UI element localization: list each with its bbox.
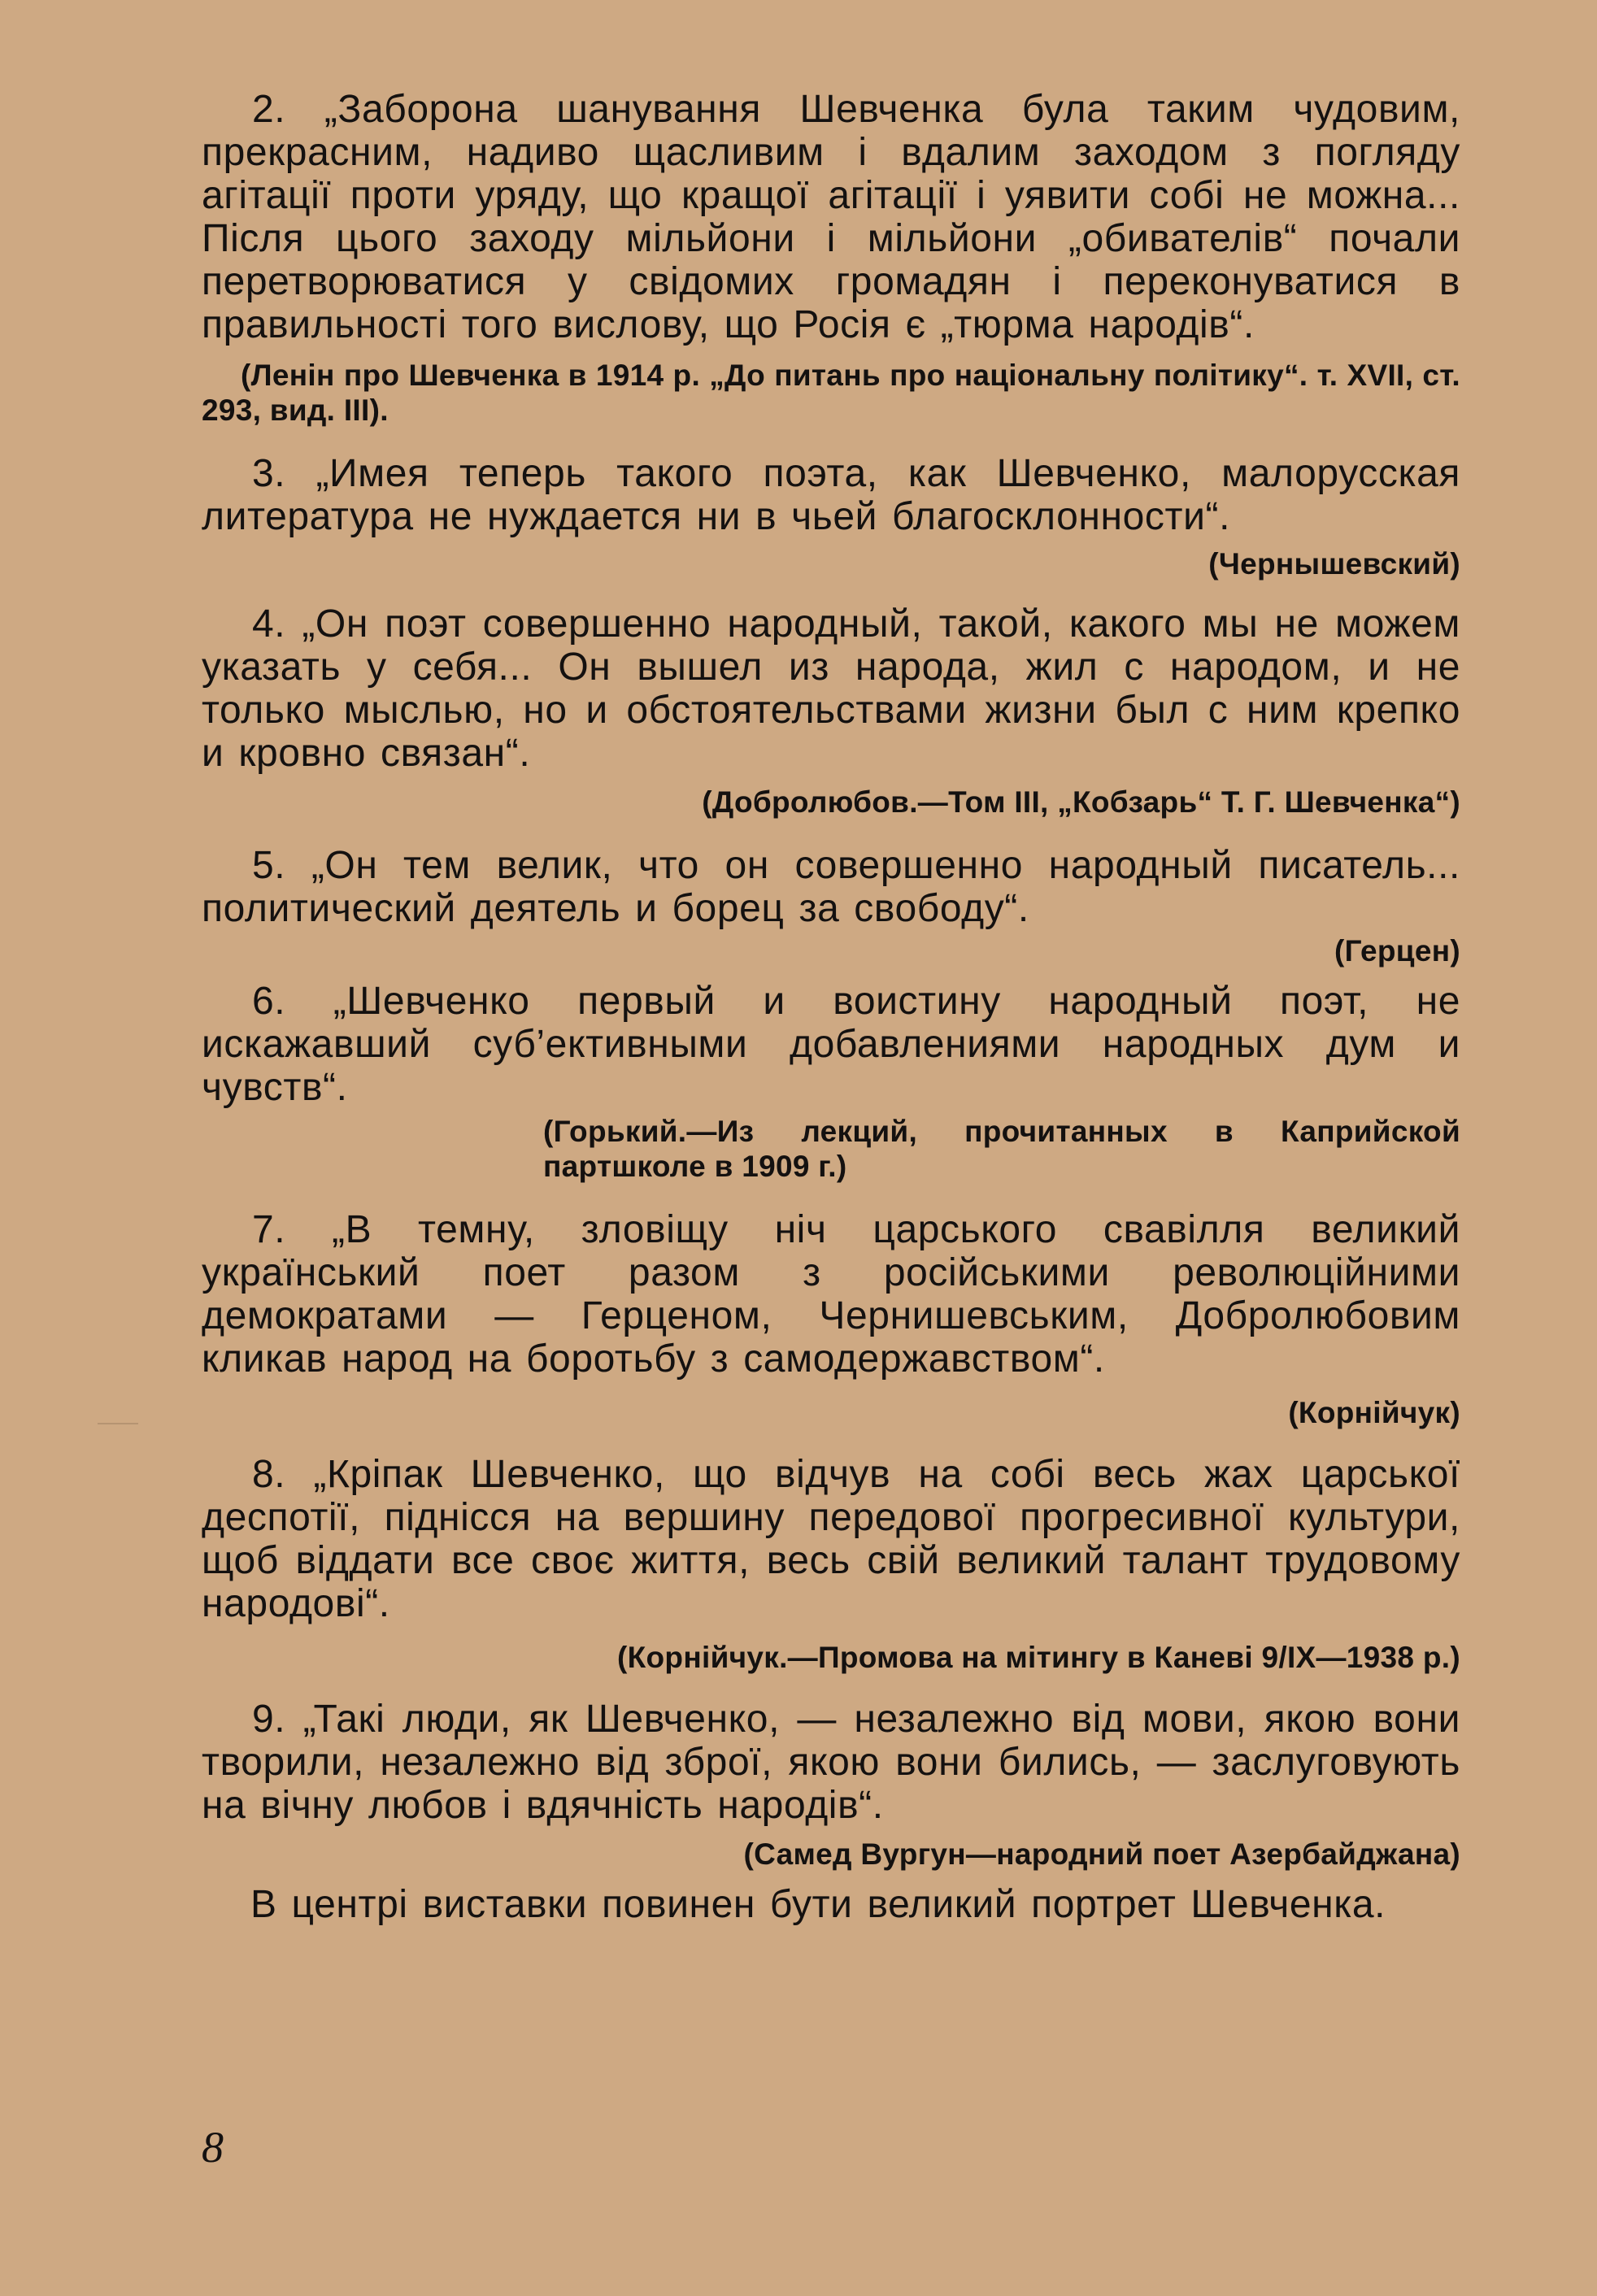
source-2: (Ленін про Шевченка в 1914 р. „До питань про національну політику“. т. XVII, ст. 293, вид. III). — [202, 359, 1460, 427]
source-7: (Корнійчук) — [1288, 1396, 1460, 1429]
page-number: 8 — [202, 2123, 224, 2172]
quote-4: 4. „Он поэт совершенно народный, такой, какого мы не можем указать у себя... Он вышел из народа, жил с народом, и не только мыслью, но и обстоятельствами жизни был с ним крепко и кровно связан“. — [202, 602, 1460, 775]
source-9: (Самед Вургун—народний поет Азербайджана) — [743, 1837, 1460, 1871]
source-8: (Корнійчук.—Промова на мітингу в Каневі 9/IX—1938 р.) — [617, 1641, 1460, 1674]
quote-6: 6. „Шевченко первый и воистину народный поэт, не искажавший суб’ективными добавлениями народных дум и чувств“. — [202, 980, 1460, 1109]
closing-paragraph: В центрі виставки повинен бути великий портрет Шевченка. — [250, 1883, 1386, 1926]
margin-mark — [98, 1423, 138, 1424]
source-5: (Герцен) — [1334, 934, 1460, 968]
quote-7: 7. „В темну, зловіщу ніч царського свавілля великий український поет разом з російськими революційними демократами — Герценом, Чернишевським, Добролюбовим кликав народ на боротьбу з самодержавством“. — [202, 1208, 1460, 1381]
quote-3: 3. „Имея теперь такого поэта, как Шевченко, малорусская литература не нуждается ни в чьей благосклонности“. — [202, 452, 1460, 538]
source-6: (Горький.—Из лекций, прочитанных в Каприйской партшколе в 1909 г.) — [543, 1115, 1460, 1183]
quote-2: 2. „Заборона шанування Шевченка була таким чудовим, прекрасним, надиво щасливим і вдалим заходом з погляду агітації проти уряду, що кращої агітації і уявити собі не можна... Після цього заходу мільйони і мільйони „обивателів“ почали перетворюватися у свідомих громадян і переконуватися в правильності того вислову, що Росія є „тюрма народів“. — [202, 88, 1460, 346]
source-4: (Добролюбов.—Том III, „Кобзарь“ Т. Г. Шевченка“) — [702, 785, 1460, 819]
quote-5: 5. „Он тем велик, что он совершенно народный писатель... политический деятель и борец за свободу“. — [202, 844, 1460, 930]
source-3: (Чернышевский) — [1208, 547, 1460, 581]
quote-8: 8. „Кріпак Шевченко, що відчув на собі весь жах царської деспотії, піднісся на вершину передової прогресивної культури, щоб віддати все своє життя, весь свій великий талант трудовому народові“. — [202, 1453, 1460, 1625]
page-content — [202, 88, 1460, 1926]
quote-9: 9. „Такі люди, як Шевченко, — незалежно від мови, якою вони творили, незалежно від зброї, якою вони бились, — заслуговують на вічну любов і вдячність народів“. — [202, 1698, 1460, 1827]
